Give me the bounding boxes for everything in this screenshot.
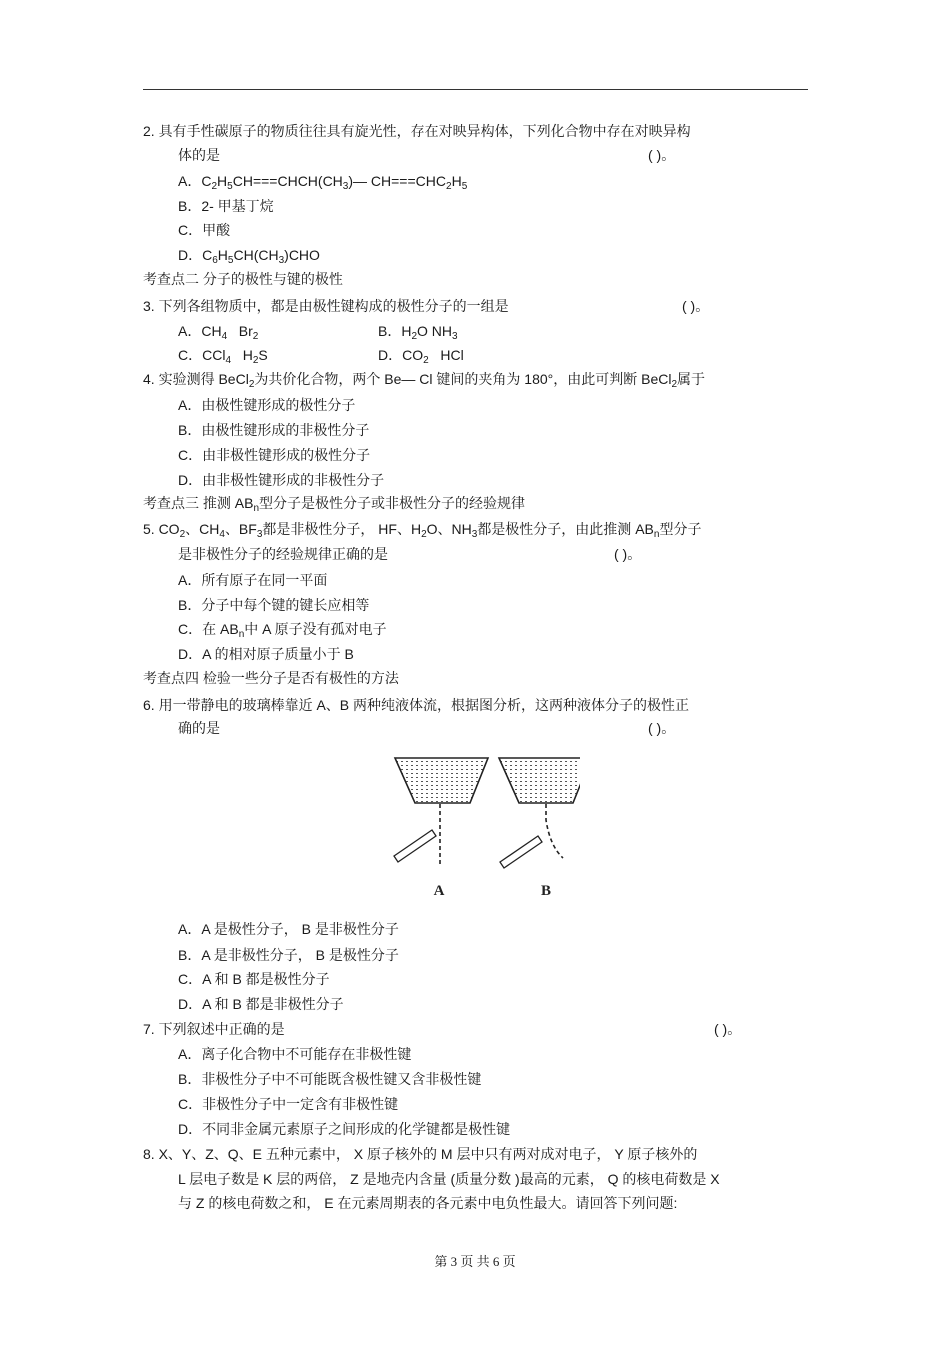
funnel-a	[395, 758, 488, 803]
q7-option-d: D．不同非金属元素原子之间形成的化学键都是极性键	[178, 1121, 511, 1137]
page-footer: 第 3 页 共 6 页	[434, 1254, 516, 1269]
q2-stem-line1: 2. 具有手性碳原子的物质往往具有旋光性，存在对映异构体，下列化合物中存在对映异构	[143, 123, 691, 139]
q4-option-d: D．由非极性键形成的非极性分子	[178, 472, 385, 488]
q3-option-a: A．$CH_4$ $Br_2$	[178, 323, 259, 342]
q2-option-b: B．2- 甲基丁烷	[178, 198, 274, 214]
label-a: A	[433, 883, 445, 899]
section-heading-3: 考查点三 推测 $AB_n$型分子是极性分子或非极性分子的经验规律	[143, 495, 526, 514]
q7-option-a: A．离子化合物中不可能存在非极性键	[178, 1046, 412, 1062]
q8-stem-line2: L 层电子数是 K 层的两倍， Z 是地壳内含量 (质量分数 )最高的元素， Q 的核电荷数是 X	[178, 1171, 720, 1187]
section-heading-2: 考查点二 分子的极性与键的极性	[143, 271, 343, 287]
q7-option-c: C．非极性分子中一定含有非极性键	[178, 1096, 399, 1112]
q6-answer-bracket: ( )。	[648, 720, 676, 736]
header-rule	[143, 89, 808, 90]
q8-stem-line3: 与 Z 的核电荷数之和， E 在元素周期表的各元素中电负性最大。请回答下列问题:	[178, 1195, 678, 1211]
q6-option-b: B．A 是非极性分子， B 是极性分子	[178, 947, 399, 963]
q2-option-c: C．甲酸	[178, 222, 231, 238]
stream-b	[546, 804, 563, 858]
q4-stem: 4. 实验测得 BeCl$_2$为共价化合物，两个 Be— Cl 键间的夹角为 180°，由此可判断 BeCl$_2$属于	[143, 371, 706, 390]
q4-option-c: C．由非极性键形成的极性分子	[178, 447, 371, 463]
q6-option-a: A．A 是极性分子， B 是非极性分子	[178, 921, 399, 937]
funnel-b	[499, 758, 580, 803]
q5-stem-line2: 是非极性分子的经验规律正确的是	[178, 546, 388, 562]
label-b: B	[540, 883, 552, 899]
glass-rod-b	[500, 836, 542, 868]
q3-option-b: B．$H_2O$ $NH_3$	[378, 323, 458, 342]
q4-option-b: B．由极性键形成的非极性分子	[178, 422, 370, 438]
q3-option-d: D．$CO_2$ HCl	[378, 347, 464, 366]
q4-option-a: A．由极性键形成的极性分子	[178, 397, 356, 413]
q6-option-d: D．A 和 B 都是非极性分子	[178, 996, 344, 1012]
q7-stem: 7. 下列叙述中正确的是	[143, 1021, 285, 1037]
q2-option-a: A．$C_2H_5CH===CHCH(CH_3)—$ $CH===CHC_2H_5$	[178, 173, 468, 192]
q6-stem-line2: 确的是	[178, 720, 220, 736]
q6-option-c: C．A 和 B 都是极性分子	[178, 971, 330, 987]
q5-option-b: B．分子中每个键的键长应相等	[178, 597, 370, 613]
q5-option-c: C．在 $AB_n$中 A 原子没有孤对电子	[178, 621, 387, 640]
q3-answer-bracket: ( )。	[682, 298, 710, 314]
glass-rod-a	[394, 830, 436, 862]
q2-stem-line2: 体的是	[178, 147, 220, 163]
q7-answer-bracket: ( )。	[714, 1021, 742, 1037]
q5-option-d: D．A 的相对原子质量小于 B	[178, 646, 354, 662]
q8-stem-line1: 8. X、Y、Z、Q、E 五种元素中， X 原子核外的 M 层中只有两对成对电子， Y 原子核外的	[143, 1146, 698, 1162]
q2-option-d: D．$C_6H_5CH(CH_3)CHO$	[178, 247, 320, 266]
q7-option-b: B．非极性分子中不可能既含极性键又含非极性键	[178, 1071, 482, 1087]
q3-option-c: C．CCl$_4$ $H_2S$	[178, 347, 268, 366]
liquid-stream-figure	[380, 748, 580, 900]
q5-answer-bracket: ( )。	[614, 546, 642, 562]
section-heading-4: 考查点四 检验一些分子是否有极性的方法	[143, 670, 399, 686]
q5-stem-line1: 5. $CO_2$、$CH_4$、$BF_3$都是非极性分子， HF、$H_2O$、$NH_3$都是极性分子，由此推测 $AB_n$型分子	[143, 521, 702, 540]
q5-option-a: A．所有原子在同一平面	[178, 572, 328, 588]
q6-stem-line1: 6. 用一带静电的玻璃棒靠近 A、B 两种纯液体流，根据图分析，这两种液体分子的极性正	[143, 697, 690, 713]
q2-answer-bracket: ( )。	[648, 147, 676, 163]
q3-stem: 3. 下列各组物质中，都是由极性键构成的极性分子的一组是	[143, 298, 509, 314]
